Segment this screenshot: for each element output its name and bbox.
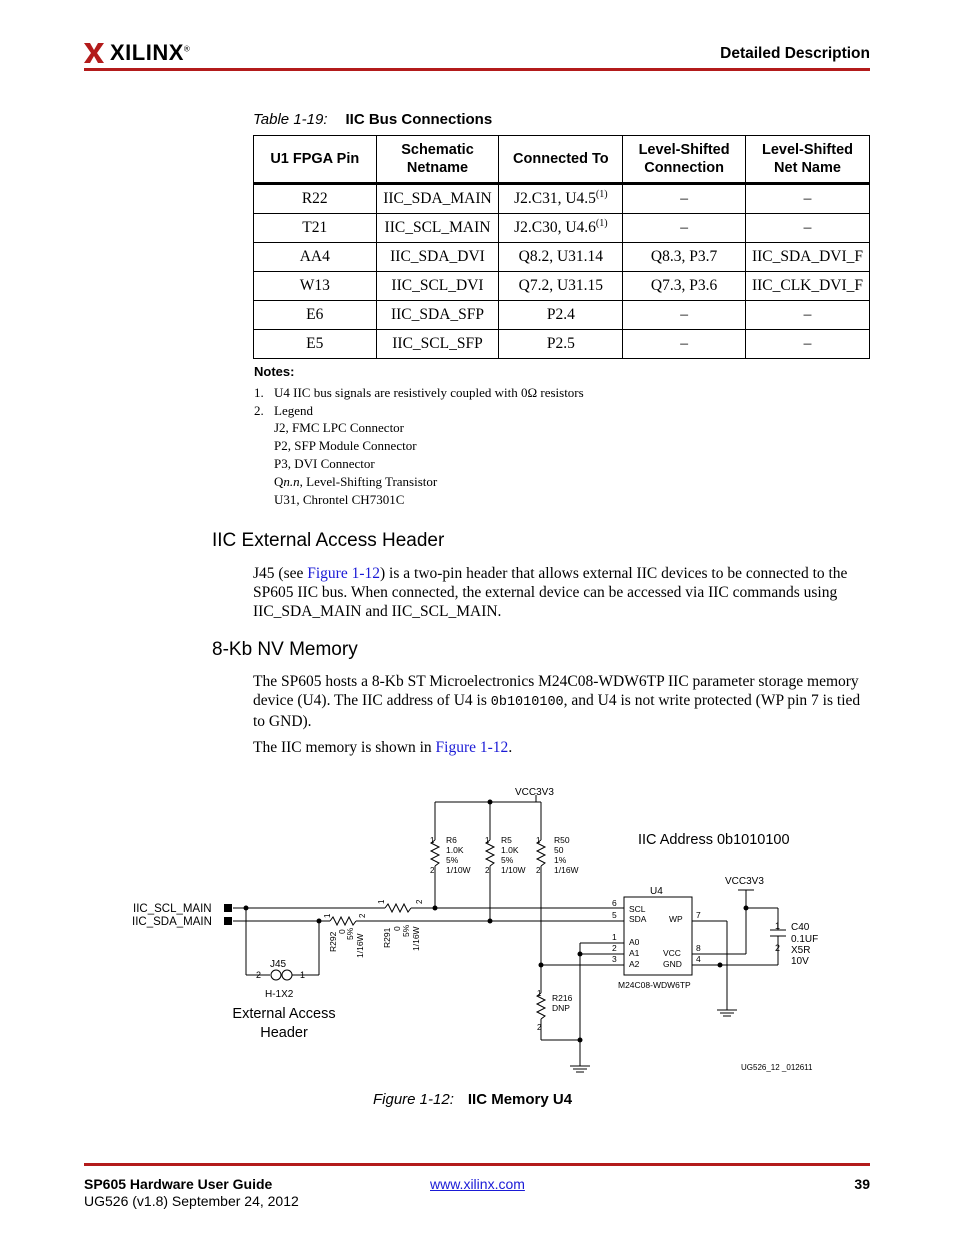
svg-text:1: 1 — [485, 836, 490, 845]
figure-link[interactable]: Figure 1-12 — [307, 565, 381, 582]
svg-text:VCC: VCC — [663, 948, 681, 958]
heading-iic-external-access: IIC External Access Header — [212, 530, 445, 551]
cell-ls-net: IIC_SDA_DVI_F — [745, 243, 869, 272]
cell-ls-conn: – — [623, 214, 746, 243]
vcc-label: VCC3V3 — [515, 787, 554, 798]
table-caption — [253, 111, 492, 128]
cell-conn: Q8.2, U31.14 — [499, 243, 623, 272]
figure-link[interactable]: Figure 1-12 — [435, 739, 509, 756]
u4-ref: U4 — [650, 886, 663, 897]
column-header: Schematic Netname — [376, 136, 499, 184]
svg-text:1: 1 — [323, 913, 332, 918]
svg-text:WP: WP — [669, 914, 683, 924]
svg-text:1%: 1% — [554, 855, 567, 865]
table-row — [254, 330, 870, 359]
svg-text:A0: A0 — [629, 937, 640, 947]
cell-ls-net: IIC_CLK_DVI_F — [745, 272, 869, 301]
svg-text:1: 1 — [536, 836, 541, 845]
cell-pin: W13 — [254, 272, 377, 301]
r6-ref: R6 — [446, 835, 457, 845]
cell-net: IIC_SCL_MAIN — [376, 214, 499, 243]
cell-conn: J2.C30, U4.6$^{(1)}$ — [499, 214, 623, 243]
svg-text:2: 2 — [537, 1023, 542, 1032]
cell-ls-net: – — [745, 301, 869, 330]
cell-net: IIC_SCL_SFP — [376, 330, 499, 359]
svg-text:SDA: SDA — [629, 914, 647, 924]
svg-text:10V: 10V — [791, 956, 809, 967]
svg-text:1.0K: 1.0K — [501, 845, 519, 855]
cell-conn: J2.C31, U4.5$^{(1)}$ — [499, 184, 623, 214]
sda-port-icon — [224, 917, 232, 925]
svg-text:0.1UF: 0.1UF — [791, 934, 819, 945]
cell-ls-conn: Q8.3, P3.7 — [623, 243, 746, 272]
svg-text:A2: A2 — [629, 959, 640, 969]
note-ref: (1) — [595, 189, 608, 201]
table-notes — [254, 363, 584, 508]
legend-item: P2, SFP Module Connector — [274, 438, 417, 454]
net-sda-label: IIC_SDA_MAIN — [132, 916, 212, 928]
footer-guide-title: SP605 Hardware User Guide — [84, 1176, 273, 1192]
svg-text:1: 1 — [430, 836, 435, 845]
cell-net: IIC_SDA_DVI — [376, 243, 499, 272]
note-2: 2. Legend — [254, 402, 313, 418]
xilinx-logo — [84, 40, 190, 66]
svg-text:2: 2 — [256, 970, 262, 980]
paragraph-memory-figure: The IIC memory is shown in Figure 1-12. — [253, 739, 513, 756]
table-title: IIC Bus Connections — [345, 111, 493, 128]
svg-text:2: 2 — [612, 943, 617, 953]
r292-ref: R292 — [328, 931, 338, 952]
cell-pin: T21 — [254, 214, 377, 243]
cell-net: IIC_SDA_MAIN — [376, 184, 499, 214]
svg-text:2: 2 — [415, 899, 424, 904]
svg-text:1/16W: 1/16W — [411, 926, 421, 951]
paragraph-nv-memory: The SP605 hosts a 8-Kb ST Microelectronics M24C08-WDW6TP IIC parameter storage memory device (U4). The IIC address of U4 is 0b1010100, and U4 is not write protected (WP pin 7 is tied to GND). — [253, 673, 861, 730]
xilinx-logo-icon — [84, 43, 104, 63]
section-title: Detailed Description — [720, 45, 870, 62]
table-row — [254, 184, 870, 214]
svg-text:SCL: SCL — [629, 904, 646, 914]
cell-conn: P2.4 — [499, 301, 623, 330]
cell-net: IIC_SDA_SFP — [376, 301, 499, 330]
legend-item: U31, Chrontel CH7301C — [274, 491, 405, 507]
cell-ls-net: – — [745, 184, 869, 214]
svg-text:8: 8 — [696, 943, 701, 953]
r216-ref: R216 — [552, 993, 573, 1003]
figure-caption — [373, 1091, 572, 1108]
note-1: 1. U4 IIC bus signals are resistively coupled with 0Ω resistors — [254, 384, 584, 400]
svg-text:0: 0 — [392, 926, 402, 931]
cell-ls-conn: – — [623, 330, 746, 359]
svg-text:3: 3 — [612, 954, 617, 964]
svg-text:5%: 5% — [446, 855, 459, 865]
svg-text:1: 1 — [377, 899, 386, 904]
table-row — [254, 272, 870, 301]
svg-text:5%: 5% — [401, 924, 411, 937]
note-ref: (1) — [595, 218, 608, 230]
cell-ls-conn: Q7.3, P3.6 — [623, 272, 746, 301]
table-label: Table 1-19: — [253, 111, 328, 128]
footer-rule — [84, 1163, 870, 1166]
cell-pin: AA4 — [254, 243, 377, 272]
iic-memory-schematic — [110, 778, 830, 1083]
j45-ref: J45 — [270, 959, 287, 970]
iic-address-label: IIC Address 0b1010100 — [638, 832, 790, 848]
footer-website-link[interactable]: www.xilinx.com — [430, 1176, 525, 1192]
header-label: Header — [260, 1025, 308, 1041]
svg-text:1: 1 — [775, 921, 781, 931]
cell-ls-conn: – — [623, 301, 746, 330]
column-header: Level-Shifted Net Name — [745, 136, 869, 184]
svg-text:1: 1 — [612, 932, 617, 942]
cell-pin: R22 — [254, 184, 377, 214]
cell-ls-net: – — [745, 330, 869, 359]
cell-pin: E5 — [254, 330, 377, 359]
svg-text:2: 2 — [430, 866, 435, 875]
r50-ref: R50 — [554, 835, 570, 845]
cell-conn: P2.5 — [499, 330, 623, 359]
svg-text:X5R: X5R — [791, 945, 811, 956]
table-row — [254, 214, 870, 243]
page-number: 39 — [854, 1176, 870, 1192]
svg-text:2: 2 — [485, 866, 490, 875]
svg-text:DNP: DNP — [552, 1003, 570, 1013]
footer-doc-id: UG526 (v1.8) September 24, 2012 — [84, 1193, 299, 1209]
header-rule — [84, 68, 870, 71]
c40-ref: C40 — [791, 922, 810, 933]
u4-part: M24C08-WDW6TP — [618, 980, 691, 990]
svg-text:1: 1 — [300, 970, 306, 980]
net-scl-label: IIC_SCL_MAIN — [133, 903, 212, 915]
cell-pin: E6 — [254, 301, 377, 330]
drawing-id: UG526_12 _012611 — [741, 1063, 813, 1072]
svg-text:2: 2 — [358, 913, 367, 918]
svg-text:5: 5 — [612, 910, 617, 920]
j45-part: H-1X2 — [265, 989, 294, 1000]
svg-text:1/16W: 1/16W — [554, 865, 579, 875]
svg-text:4: 4 — [696, 954, 701, 964]
svg-text:A1: A1 — [629, 948, 640, 958]
scl-port-icon — [224, 904, 232, 912]
legend-item: Qn.n, Level-Shifting Transistor — [274, 473, 438, 489]
svg-text:7: 7 — [696, 910, 701, 920]
r5-ref: R5 — [501, 835, 512, 845]
svg-text:6: 6 — [612, 898, 617, 908]
r291-ref: R291 — [382, 927, 392, 948]
svg-text:1/10W: 1/10W — [446, 865, 471, 875]
svg-text:5%: 5% — [501, 855, 514, 865]
svg-text:GND: GND — [663, 959, 682, 969]
figure-title: IIC Memory U4 — [467, 1091, 573, 1108]
svg-text:1/16W: 1/16W — [355, 933, 365, 958]
svg-text:1.0K: 1.0K — [446, 845, 464, 855]
figure-label: Figure 1-12: — [373, 1091, 454, 1108]
table-header-row — [254, 136, 870, 184]
logo-text: XILINX® — [110, 40, 191, 65]
table-row — [254, 243, 870, 272]
svg-text:0: 0 — [337, 929, 347, 934]
notes-heading: Notes: — [254, 364, 295, 379]
legend-item: P3, DVI Connector — [274, 455, 375, 471]
svg-text:5%: 5% — [345, 927, 355, 940]
svg-text:1: 1 — [537, 989, 542, 998]
paragraph-external-access: J45 (see Figure 1-12) is a two-pin header that allows external IIC devices to be connected to the SP605 IIC bus. When connected, the external device can be accessed via IIC commands using IIC_SDA_MAIN and IIC_SCL_MAIN. — [253, 565, 848, 620]
vcc-label: VCC3V3 — [725, 876, 764, 887]
legend-item: J2, FMC LPC Connector — [274, 420, 405, 436]
iic-bus-table — [253, 135, 870, 359]
cell-net: IIC_SCL_DVI — [376, 272, 499, 301]
svg-text:1/10W: 1/10W — [501, 865, 526, 875]
column-header: Level-Shifted Connection — [623, 136, 746, 184]
heading-nv-memory: 8-Kb NV Memory — [212, 639, 358, 660]
column-header: Connected To — [499, 136, 623, 184]
svg-text:2: 2 — [536, 866, 541, 875]
cell-ls-conn: – — [623, 184, 746, 214]
column-header: U1 FPGA Pin — [254, 136, 377, 184]
table-row — [254, 301, 870, 330]
svg-text:2: 2 — [775, 943, 781, 953]
cell-ls-net: – — [745, 214, 869, 243]
svg-text:50: 50 — [554, 845, 564, 855]
external-access-label: External Access — [232, 1006, 336, 1022]
cell-conn: Q7.2, U31.15 — [499, 272, 623, 301]
